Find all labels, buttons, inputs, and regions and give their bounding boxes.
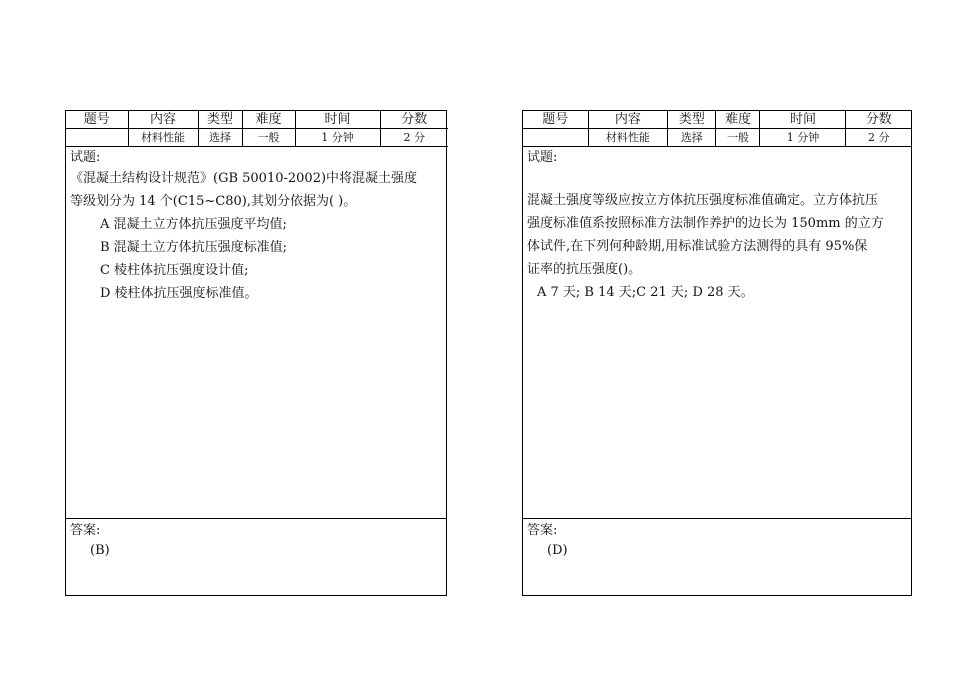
meta-header-row — [523, 111, 911, 129]
meta-table — [66, 111, 448, 147]
value-score: 2 分 — [846, 129, 911, 147]
meta-table — [523, 111, 911, 147]
value-number — [523, 129, 588, 147]
meta-value-row — [523, 129, 911, 147]
option-c: C 棱柱体抗压强度设计值; — [100, 263, 249, 278]
question-label: 试题: — [70, 150, 101, 165]
answer-section — [523, 520, 911, 595]
value-content: 材料性能 — [128, 129, 198, 147]
options-line: A 7 天; B 14 天;C 21 天; D 28 天。 — [537, 285, 754, 300]
meta-header-row — [66, 111, 448, 129]
value-type: 选择 — [198, 129, 242, 147]
answer-label: 答案: — [70, 523, 101, 538]
value-score: 2 分 — [380, 129, 448, 147]
option-d: D 棱柱体抗压强度标准值。 — [100, 286, 258, 301]
spacer — [527, 167, 907, 189]
question-card — [522, 110, 912, 596]
header-score: 分数 — [846, 111, 911, 129]
answer-value: (D) — [547, 543, 568, 558]
header-number: 题号 — [523, 111, 588, 129]
question-text-line: 混凝土强度等级应按立方体抗压强度标准值确定。立方体抗压 — [527, 193, 879, 208]
question-text-line: 证率的抗压强度()。 — [527, 262, 642, 277]
header-number: 题号 — [66, 111, 128, 129]
question-text-line: 等级划分为 14 个(C15~C80),其划分依据为( )。 — [70, 194, 357, 209]
question-card — [65, 110, 447, 596]
value-time: 1 分钟 — [295, 129, 380, 147]
value-number — [66, 129, 128, 147]
question-text-line: 体试件,在下列何种龄期,用标准试验方法测得的具有 95%保 — [527, 239, 868, 254]
answer-label: 答案: — [527, 523, 558, 538]
header-time: 时间 — [760, 111, 846, 129]
header-score: 分数 — [380, 111, 448, 129]
question-label: 试题: — [527, 150, 558, 165]
answer-value: (B) — [90, 543, 110, 558]
value-content: 材料性能 — [588, 129, 668, 147]
meta-value-row — [66, 129, 448, 147]
question-text-line: 强度标准值系按照标准方法制作养护的边长为 150mm 的立方 — [527, 216, 884, 231]
option-a: A 混凝土立方体抗压强度平均值; — [100, 217, 287, 232]
value-difficulty: 一般 — [242, 129, 295, 147]
header-time: 时间 — [295, 111, 380, 129]
header-content: 内容 — [588, 111, 668, 129]
header-type: 类型 — [668, 111, 716, 129]
header-difficulty: 难度 — [242, 111, 295, 129]
question-section — [66, 147, 446, 519]
answer-section — [66, 520, 446, 595]
value-type: 选择 — [668, 129, 716, 147]
header-difficulty: 难度 — [716, 111, 760, 129]
question-section — [523, 147, 911, 519]
option-b: B 混凝土立方体抗压强度标准值; — [100, 240, 288, 255]
question-text-line: 《混凝土结构设计规范》(GB 50010-2002)中将混凝土强度 — [70, 171, 418, 186]
header-type: 类型 — [198, 111, 242, 129]
header-content: 内容 — [128, 111, 198, 129]
value-time: 1 分钟 — [760, 129, 846, 147]
value-difficulty: 一般 — [716, 129, 760, 147]
